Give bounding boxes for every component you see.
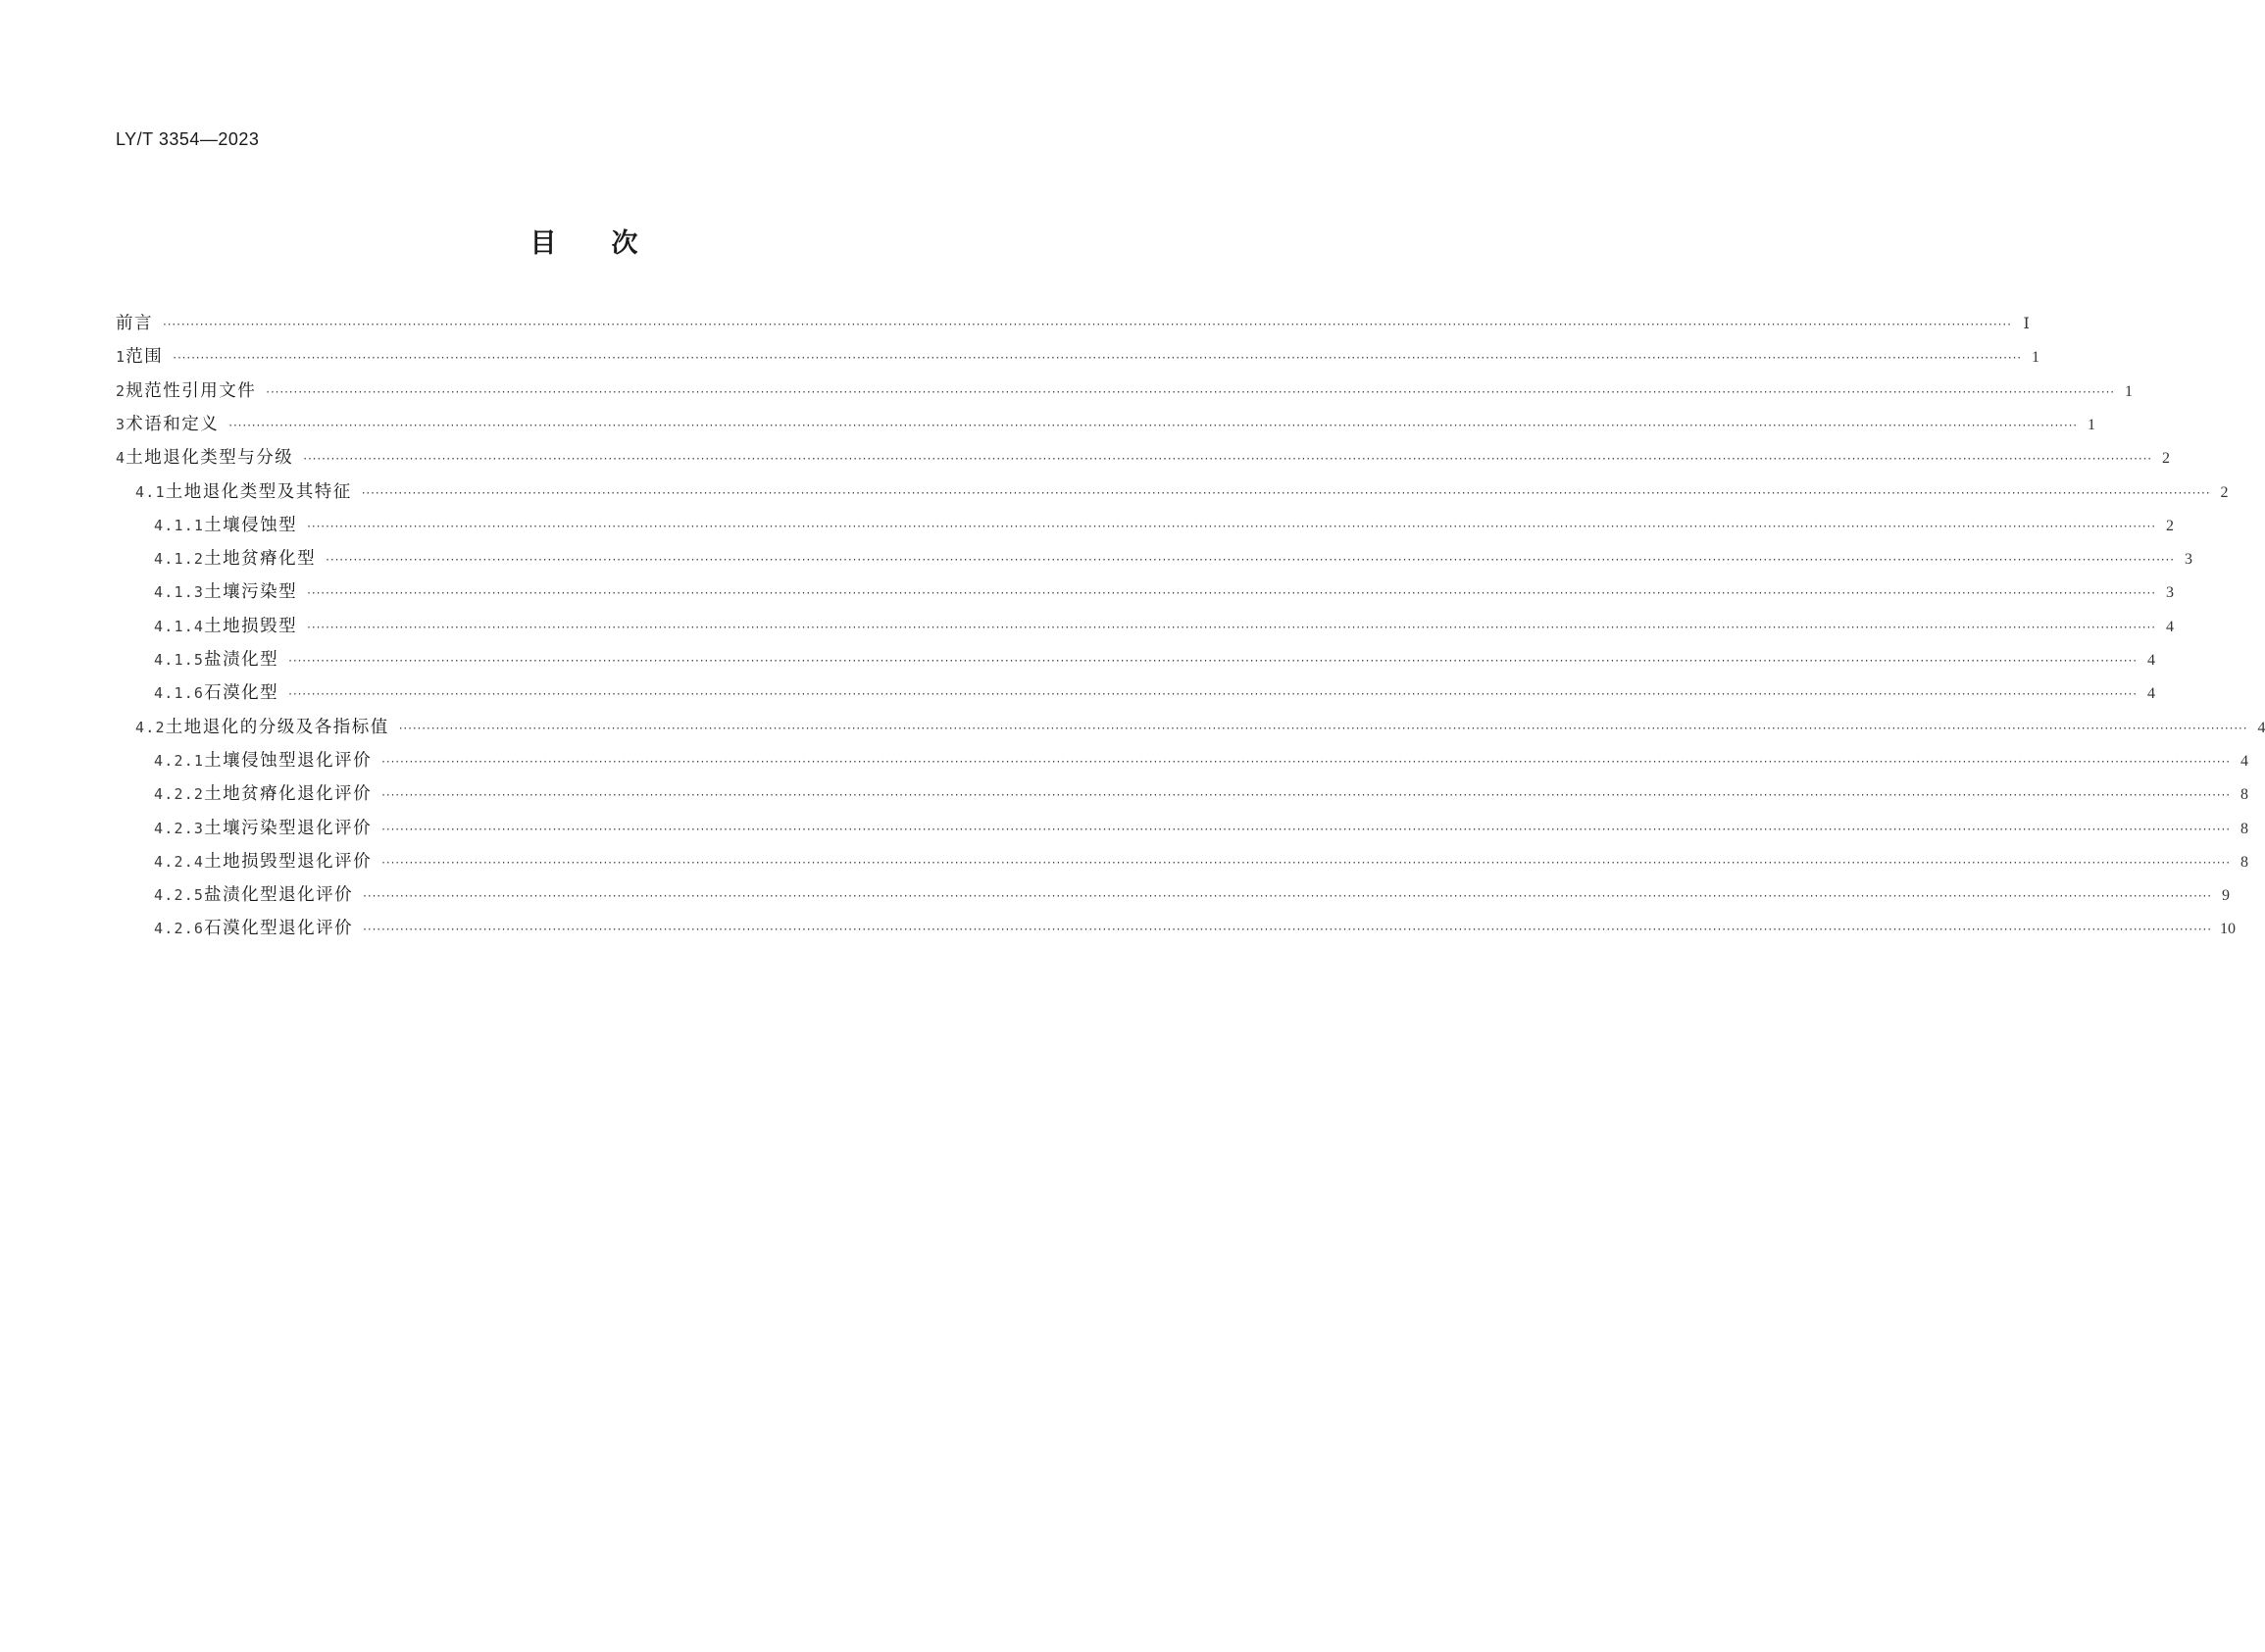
toc-entry-number: 2 <box>116 381 126 400</box>
toc-entry-page: 2 <box>2165 517 2174 534</box>
toc-entry-label: 盐渍化型 <box>204 650 279 670</box>
toc-entry[interactable] <box>154 646 2155 674</box>
toc-entry-label: 土壤污染型退化评价 <box>204 818 373 838</box>
toc-entry-label: 土地退化的分级及各指标值 <box>165 717 389 737</box>
toc-entry[interactable] <box>154 545 2192 573</box>
toc-entry[interactable] <box>116 377 2134 405</box>
toc-entry[interactable] <box>116 411 2096 438</box>
toc-leader-dots: ················································································································································································································································································································································································································ <box>303 452 2153 467</box>
toc-entry-page: 4 <box>2146 685 2155 703</box>
toc-entry-number: 4.1.6 <box>154 684 205 703</box>
toc-leader-dots: ················································································································································································································································································································································································································ <box>381 855 2231 870</box>
toc-entry-page: 8 <box>2240 820 2248 837</box>
toc-leader-dots: ················································································································································································································································································································································································································ <box>381 754 2231 769</box>
toc-entry-label: 土地贫瘠化型 <box>204 549 317 570</box>
toc-leader-dots: ················································································································································································································································································································································································································ <box>288 687 2138 702</box>
toc-entry-label: 土壤污染型 <box>204 582 298 603</box>
toc-entry[interactable] <box>154 613 2174 640</box>
toc-entry-number: 4.2.5 <box>154 886 205 905</box>
toc-entry-number: 4.1.3 <box>154 583 205 602</box>
toc-entry-label: 土地贫瘠化退化评价 <box>204 784 373 805</box>
toc-entry-label: 前言 <box>116 314 153 333</box>
toc-entry-page: 4 <box>2240 752 2248 770</box>
toc-entry-number: 4.1.2 <box>154 550 205 569</box>
toc-entry-number: 4.1.1 <box>154 516 205 534</box>
toc-leader-dots: ················································································································································································································································································································································································································ <box>173 351 2023 366</box>
toc-entry[interactable] <box>154 915 2236 942</box>
toc-entry[interactable] <box>154 679 2155 707</box>
toc-leader-dots: ················································································································································································································································································································································································································ <box>326 553 2175 568</box>
toc-entry-label: 土地退化类型及其特征 <box>165 481 352 502</box>
toc-entry-page: 2 <box>2162 450 2171 468</box>
toc-entry[interactable] <box>154 512 2174 539</box>
toc-entry-page: 2 <box>2220 483 2229 501</box>
toc-entry[interactable] <box>154 578 2174 606</box>
toc-entry-page: 8 <box>2240 853 2248 871</box>
toc-leader-dots: ················································································································································································································································································································································································································ <box>307 519 2156 533</box>
toc-entry-label: 规范性引用文件 <box>126 380 257 401</box>
toc-entry[interactable] <box>116 444 2171 472</box>
toc-entry-label: 土壤侵蚀型退化评价 <box>204 750 373 771</box>
toc-entry-number: 1 <box>116 348 126 367</box>
toc-entry-label: 土地损毁型退化评价 <box>204 851 373 872</box>
toc-entry-label: 石漠化型 <box>204 683 279 704</box>
toc-leader-dots: ················································································································································································································································································································································································································ <box>307 586 2156 601</box>
toc-entry[interactable] <box>154 780 2248 808</box>
toc-entry[interactable] <box>154 815 2248 842</box>
toc-entry-page: 1 <box>2088 416 2096 433</box>
toc-leader-dots: ················································································································································································································································································································································································································ <box>288 654 2138 668</box>
toc-entry-label: 土地损毁型 <box>204 616 298 636</box>
toc-entry-number: 4.2.1 <box>154 751 205 770</box>
toc-entry-page: 10 <box>2219 921 2236 938</box>
toc-entry[interactable] <box>135 714 2265 741</box>
toc-leader-dots: ················································································································································································································································································································································································································ <box>363 923 2212 937</box>
toc-entry-label: 土地退化类型与分级 <box>126 448 294 469</box>
toc-entry-number: 4 <box>116 449 126 468</box>
toc-entry-page: Ⅰ <box>2023 316 2030 332</box>
toc-leader-dots: ················································································································································································································································································································································································································ <box>228 418 2079 432</box>
toc-entry-label: 盐渍化型退化评价 <box>204 885 354 906</box>
toc-entry-page: 1 <box>2125 382 2134 400</box>
toc-entry-number: 3 <box>116 415 126 433</box>
toc-entry-page: 3 <box>2165 584 2174 602</box>
toc-entry-page: 8 <box>2240 786 2248 804</box>
toc-entry[interactable] <box>116 310 2030 337</box>
toc-entry-number: 4.1.5 <box>154 651 205 669</box>
toc-entry-page: 1 <box>2032 349 2040 367</box>
toc-entry-page: 4 <box>2257 719 2265 736</box>
toc-entry[interactable] <box>116 343 2040 371</box>
toc-entry-page: 3 <box>2184 551 2192 569</box>
toc-leader-dots: ················································································································································································································································································································································································································ <box>163 318 2012 331</box>
toc-leader-dots: ················································································································································································································································································································································································································ <box>381 822 2231 836</box>
toc-entry-label: 术语和定义 <box>126 414 220 434</box>
toc-entry[interactable] <box>135 478 2229 506</box>
toc-entry-number: 4.2.4 <box>154 852 205 871</box>
toc-entry-page: 9 <box>2221 887 2230 905</box>
toc-entry-label: 土壤侵蚀型 <box>204 515 298 535</box>
toc-leader-dots: ················································································································································································································································································································································································································ <box>398 721 2248 735</box>
toc-leader-dots: ················································································································································································································································································································································································································ <box>361 485 2211 500</box>
toc-leader-dots: ················································································································································································································································································································································································································ <box>307 620 2156 634</box>
toc-leader-dots: ················································································································································································································································································································································································································ <box>381 788 2231 803</box>
toc-leader-dots: ················································································································································································································································································································································································································ <box>266 384 2116 399</box>
toc-entry-page: 4 <box>2165 618 2174 635</box>
toc-entry-number: 4.1.4 <box>154 617 205 635</box>
toc-entry-number: 4.2.3 <box>154 819 205 837</box>
toc-entry[interactable] <box>154 747 2248 775</box>
toc-entry-number: 4.2.2 <box>154 785 205 804</box>
toc-entry-label: 石漠化型退化评价 <box>204 919 354 939</box>
toc-leader-dots: ················································································································································································································································································································································································································ <box>363 889 2212 904</box>
toc-entry[interactable] <box>154 881 2230 909</box>
toc-entry-number: 4.1 <box>135 482 166 501</box>
toc-entry[interactable] <box>154 848 2248 876</box>
toc-entry-page: 4 <box>2146 652 2155 669</box>
toc-entry-number: 4.2 <box>135 718 166 736</box>
standard-code: LY/T 3354—2023 <box>116 129 260 149</box>
toc-entry-number: 4.2.6 <box>154 920 205 938</box>
toc-entry-label: 范围 <box>126 347 164 368</box>
page-title: 目次 <box>529 228 693 259</box>
